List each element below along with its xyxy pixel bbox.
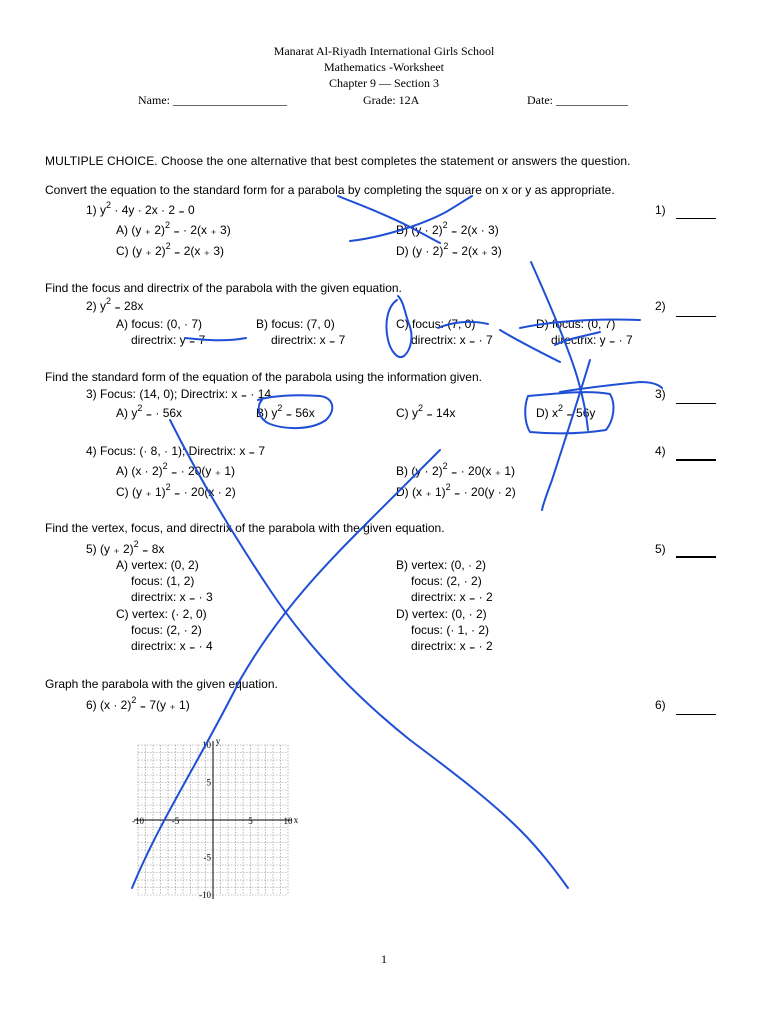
question-number: 5)	[86, 542, 97, 556]
choice-b[interactable]: B) $(y \cdot 2)^2$ ₌ · 20(x ₊ 1)	[396, 461, 516, 478]
choice-c-directrix: directrix: x ₌ · 7	[411, 333, 493, 347]
answer-number: 1)	[655, 203, 666, 217]
answer-blank[interactable]	[676, 218, 716, 219]
choice-c-focus: focus: (2, · 2)	[131, 623, 202, 637]
choice-d-directrix: directrix: x ₌ · 2	[411, 639, 493, 653]
chapter-section: Chapter 9 — Section 3	[329, 76, 439, 90]
x-tick-label: -10	[132, 816, 144, 826]
choice-d[interactable]: D) vertex: (0, · 2)	[396, 607, 487, 621]
question-stem: Focus: (· 8, · 1); Directrix: x ₌ 7	[100, 444, 266, 458]
section-heading: Graph the parabola with the given equation.	[45, 677, 278, 691]
choice-b[interactable]: B) $y^2$ ₌ 56x	[256, 403, 315, 420]
question-stem: Focus: (14, 0); Directrix: x ₌ · 14	[100, 387, 272, 401]
answer-blank[interactable]	[676, 403, 716, 404]
section-heading: Convert the equation to the standard form for a parabola by completing the square on x or y as appropriate.	[45, 183, 615, 197]
instructions: MULTIPLE CHOICE. Choose the one alternative that best completes the statement or answers the question.	[45, 154, 631, 168]
choice-b-directrix: directrix: x ₌ · 2	[411, 590, 493, 604]
date-field: Date: ____________	[527, 93, 628, 107]
school-name: Manarat Al-Riyadh International Girls School	[273, 44, 495, 58]
question-number: 3)	[86, 387, 97, 401]
coordinate-grid[interactable]	[128, 735, 298, 905]
choice-c-directrix: directrix: x ₌ · 4	[131, 639, 213, 653]
choice-c[interactable]: C) vertex: (· 2, 0)	[116, 607, 207, 621]
choice-a[interactable]: A) $y^2$ ₌ · 56x	[116, 403, 183, 420]
choice-a-directrix: directrix: y ₌ 7	[131, 333, 206, 347]
y-axis-label: y	[215, 736, 221, 746]
section-heading: Find the focus and directrix of the parabola with the given equation.	[45, 281, 402, 295]
x-axis-label: x	[293, 815, 298, 825]
answer-number: 3)	[655, 387, 666, 401]
choice-d[interactable]: D) focus: (0, 7)	[536, 317, 616, 331]
choice-d-directrix: directrix: y ₌ · 7	[551, 333, 633, 347]
choice-a[interactable]: A) focus: (0, · 7)	[116, 317, 203, 331]
x-tick-label: 5	[248, 816, 253, 826]
question-stem: $(x \cdot 2)^2$ ₌ 7(y ₊ 1)	[100, 695, 190, 712]
choice-c[interactable]: C) (y ₊ 2)$^2$ ₌ 2(x ₊ 3)	[116, 241, 225, 258]
y-tick-label: -10	[199, 890, 211, 900]
y-tick-label: -5	[203, 852, 211, 863]
choice-b[interactable]: B) vertex: (0, · 2)	[396, 558, 487, 572]
ink-arc-q3	[560, 382, 662, 392]
x-tick-label: 10	[283, 816, 293, 826]
choice-a[interactable]: A) vertex: (0, 2)	[116, 558, 199, 572]
choice-a-focus: focus: (1, 2)	[131, 574, 195, 588]
ink-line-right-diagonal	[542, 360, 590, 510]
choice-d[interactable]: D) $(y \cdot 2)^2$ ₌ 2(x ₊ 3)	[396, 241, 502, 258]
choice-b-focus: focus: (2, · 2)	[411, 574, 482, 588]
answer-number: 4)	[655, 444, 666, 458]
page-number: 1	[381, 952, 387, 966]
answer-blank[interactable]	[676, 556, 716, 558]
answer-blank[interactable]	[676, 459, 716, 461]
choice-a[interactable]: A) (y ₊ 2)$^2$ ₌ · 2(x ₊ 3)	[116, 220, 231, 237]
choice-c[interactable]: C) (y ₊ 1)$^2$ ₌ · 20(x · 2)	[116, 482, 236, 499]
question-number: 6)	[86, 698, 97, 712]
question-number: 4)	[86, 444, 97, 458]
answer-number: 6)	[655, 698, 666, 712]
choice-a[interactable]: A) $(x \cdot 2)^2$ ₌ · 20(y ₊ 1)	[116, 461, 236, 478]
answer-number: 2)	[655, 299, 666, 313]
question-number: 1)	[86, 203, 97, 217]
worksheet-subject: Mathematics -Worksheet	[324, 60, 444, 74]
answer-number: 5)	[655, 542, 666, 556]
section-heading: Find the vertex, focus, and directrix of the parabola with the given equation.	[45, 521, 445, 535]
name-field: Name: ___________________	[138, 93, 287, 107]
y-tick-label: 10	[202, 740, 211, 750]
choice-c[interactable]: C) focus: (7, 0)	[396, 317, 476, 331]
axes	[134, 741, 292, 899]
choice-d[interactable]: D) (x ₊ 1)$^2$ ₌ · 20(y · 2)	[396, 482, 516, 499]
choice-a-directrix: directrix: x ₌ · 3	[131, 590, 213, 604]
question-stem: $y^2$ ₌ 28x	[100, 296, 144, 313]
choice-b[interactable]: B) focus: (7, 0)	[256, 317, 335, 331]
x-tick-label: -5	[171, 816, 180, 826]
choice-d-focus: focus: (· 1, · 2)	[411, 623, 490, 637]
grade-field: Grade: 12A	[363, 93, 420, 107]
section-heading: Find the standard form of the equation of the parabola using the information given.	[45, 370, 482, 384]
choice-b-directrix: directrix: x ₌ 7	[271, 333, 346, 347]
choice-b[interactable]: B) $(y \cdot 2)^2$ ₌ 2(x · 3)	[396, 220, 499, 237]
answer-blank[interactable]	[676, 316, 716, 317]
question-number: 2)	[86, 299, 97, 313]
choice-c[interactable]: C) $y^2$ ₌ 14x	[396, 403, 456, 420]
question-stem: (y ₊ 2)$^2$ ₌ 8x	[100, 539, 165, 556]
choice-d[interactable]: D) $x^2$ ₌ 56y	[536, 403, 596, 420]
y-tick-label: 5	[206, 777, 211, 788]
answer-blank[interactable]	[676, 714, 716, 715]
question-stem: $y^2 \cdot 4y \cdot 2x \cdot 2$ ₌ 0	[100, 200, 195, 217]
